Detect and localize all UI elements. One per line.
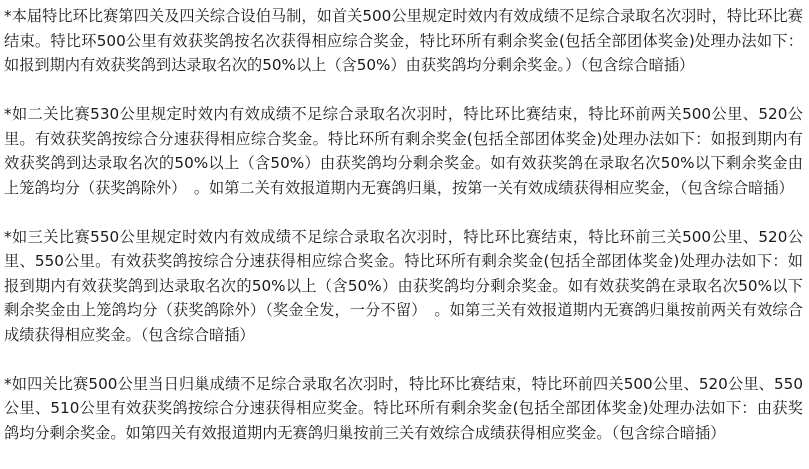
rule-paragraph-1: *本届特比环比赛第四关及四关综合设伯马制，如首关500公里规定时效内有效成绩不足综合录取名次羽时，特比环比赛结束。特比环500公里有效获奖鸽按名次获得相应综合奖金，特比环所有剩余奖金(包括全部团体奖金)处理办法如下：如报到期内有效获奖鸽到达录取名次的50%以上（含50%）由获奖鸽均分剩余奖金。）（包含综合暗插） [4,7,803,74]
rule-paragraph-4: *如四关比赛500公里当日归巢成绩不足综合录取名次羽时，特比环比赛结束，特比环前四关500公里、520公里、550公里、510公里有效获奖鸽按综合分速获得相应奖金。特比环所有剩余奖金(包括全部团体奖金)处理办法如下：由获奖鸽均分剩余奖金。如第四关有效报道期内无赛鸽归巢按前三关有效综合成绩获得相应奖金。（包含综合暗插） [4,374,803,442]
rule-paragraph-3: *如三关比赛550公里规定时效内有效成绩不足综合录取名次羽时，特比环比赛结束，特比环前三关500公里、520公里、550公里。有效获奖鸽按综合分速获得相应综合奖金。特比环所有剩余奖金(包括全部团体奖金)处理办法如下：如报到期内有效获奖鸽到达录取名次的50%以上（含50%）由获奖鸽均分剩余奖金。如有效获奖鸽在录取名次50%以下剩余奖金由上笼鸽均分（获奖鸽除外）（奖金全发，一分不留） 。如第三关有效报道期内无赛鸽归巢按前两关有效综合成绩获得相应奖金。（包含综合暗插） [4,227,803,344]
rule-paragraph-2: *如二关比赛530公里规定时效内有效成绩不足综合录取名次羽时，特比环比赛结束，特比环前两关500公里、520公里。有效获奖鸽按综合分速获得相应综合奖金。特比环所有剩余奖金(包括全部团体奖金)处理办法如下：如报到期内有效获奖鸽到达录取名次的50%以上（含50%）由获奖鸽均分剩余奖金。如有效获奖鸽在录取名次50%以下剩余奖金由上笼鸽均分（获奖鸽除外） 。如第二关有效报道期内无赛鸽归巢，按第一关有效成绩获得相应奖金，（包含综合暗插） [4,105,803,197]
